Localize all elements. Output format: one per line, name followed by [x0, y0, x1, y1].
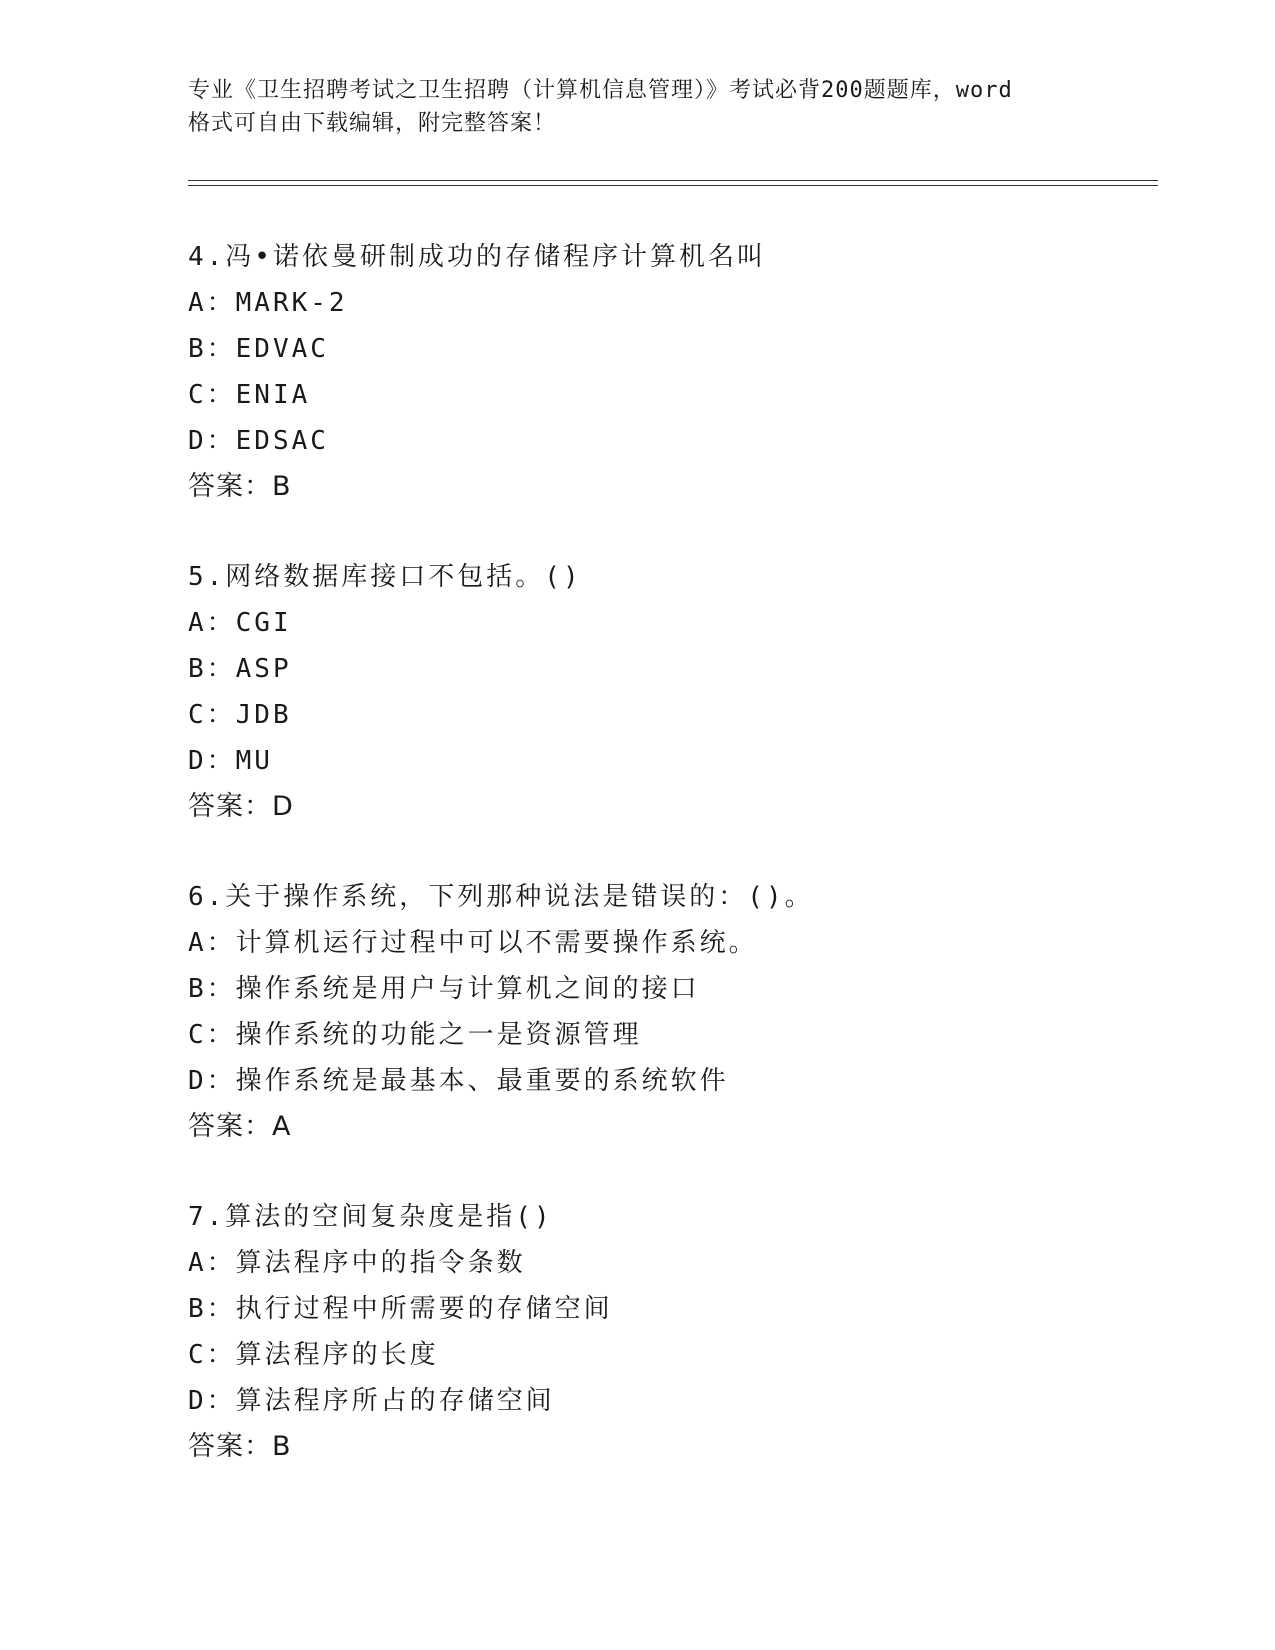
option-c: C：算法程序的长度	[188, 1340, 439, 1370]
option-a: A：算法程序中的指令条数	[188, 1248, 526, 1278]
question-4	[188, 234, 1148, 510]
question-stem: 6.关于操作系统，下列那种说法是错误的：()。	[188, 882, 814, 912]
option-d: D：EDSAC	[188, 426, 329, 456]
option-b: B：ASP	[188, 654, 292, 684]
document-header	[188, 74, 1088, 140]
option-c: C：操作系统的功能之一是资源管理	[188, 1020, 642, 1050]
header-title-line-1: 专业《卫生招聘考试之卫生招聘（计算机信息管理）》考试必背200题题库，word	[188, 78, 1013, 103]
option-a: A：CGI	[188, 608, 292, 638]
header-title-line-2: 格式可自由下载编辑，附完整答案！	[188, 111, 557, 136]
option-d: D：操作系统是最基本、最重要的系统软件	[188, 1066, 729, 1096]
question-stem: 4.冯•诺依曼研制成功的存储程序计算机名叫	[188, 242, 766, 272]
option-b: B：执行过程中所需要的存储空间	[188, 1294, 613, 1324]
answer-line: 答案：B	[188, 1431, 292, 1462]
option-b: B：EDVAC	[188, 334, 329, 364]
option-a: A：计算机运行过程中可以不需要操作系统。	[188, 928, 758, 958]
answer-line: 答案：D	[188, 791, 294, 822]
option-c: C：ENIA	[188, 380, 311, 410]
option-d: D：MU	[188, 746, 273, 776]
question-7	[188, 1194, 1148, 1470]
question-stem: 5.网络数据库接口不包括。()	[188, 562, 582, 592]
question-list	[188, 234, 1148, 1514]
question-stem: 7.算法的空间复杂度是指()	[188, 1202, 553, 1232]
answer-line: 答案：A	[188, 1111, 292, 1142]
header-divider-bottom	[188, 185, 1158, 186]
question-6	[188, 874, 1148, 1150]
option-c: C：JDB	[188, 700, 292, 730]
header-divider-top	[188, 180, 1158, 181]
option-a: A：MARK-2	[188, 288, 348, 318]
question-5	[188, 554, 1148, 830]
option-b: B：操作系统是用户与计算机之间的接口	[188, 974, 700, 1004]
option-d: D：算法程序所占的存储空间	[188, 1386, 555, 1416]
answer-line: 答案：B	[188, 471, 292, 502]
